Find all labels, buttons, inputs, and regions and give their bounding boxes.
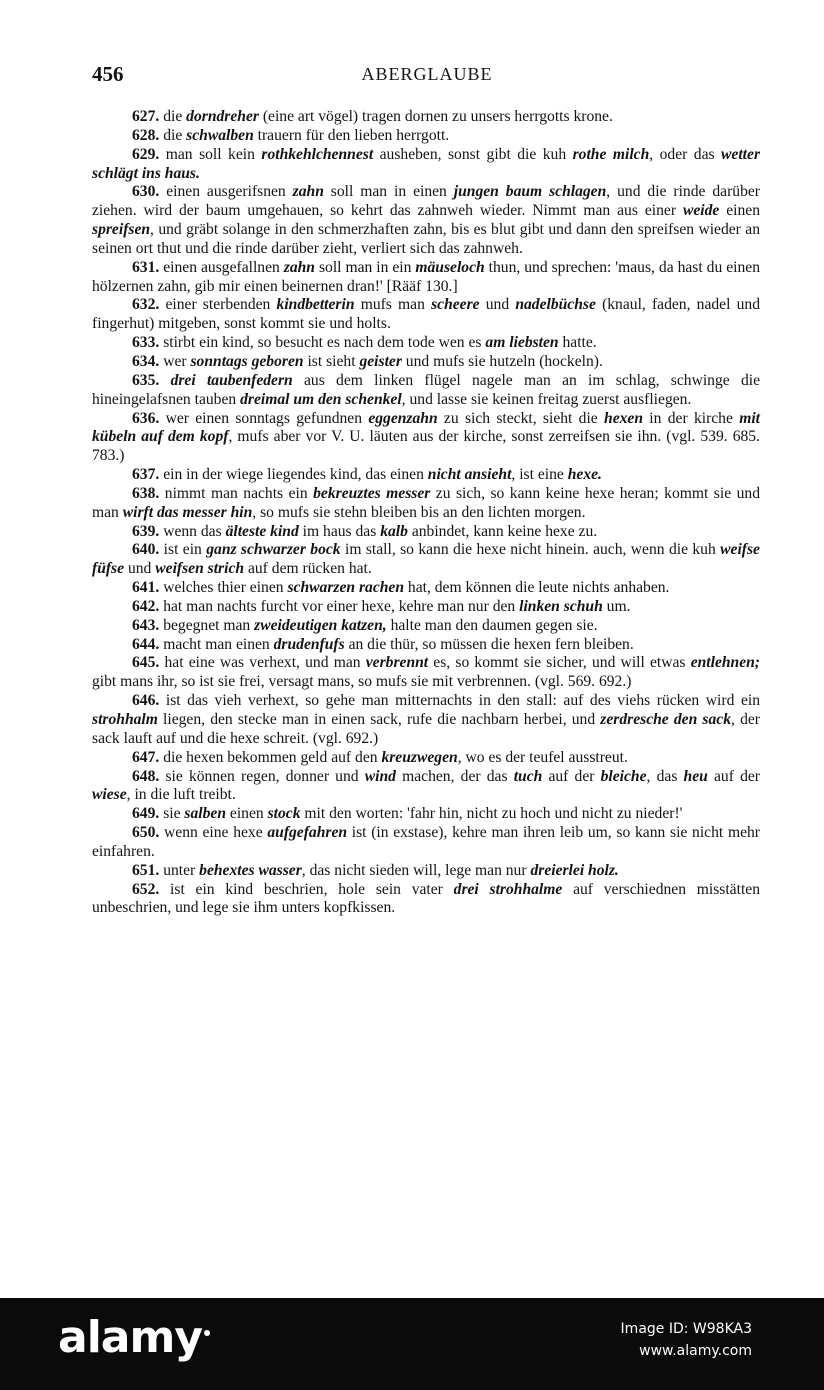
entry-text: auf verschiednen misstätten unbeschrien, und lege sie ihm unters kopfkissen. (92, 880, 760, 917)
emphasized-term: stock (267, 805, 301, 823)
entry-number: 633. (132, 334, 160, 352)
entry-number: 644. (132, 635, 160, 653)
entry-text: mit den worten: 'fahr hin, nicht zu hoch und nicht zu nieder!' (300, 805, 683, 823)
emphasized-term: schwarzen rachen (287, 579, 405, 597)
emphasized-term: strohhalm (92, 711, 158, 728)
entry-text: , und lasse sie keinen freitag zuerst ausfliegen. (401, 390, 692, 408)
entry-number: 643. (132, 616, 160, 634)
entry (92, 862, 760, 881)
emphasized-term: hexe. (567, 466, 602, 484)
entry-number: 645. (132, 654, 160, 672)
entry-number: 628. (132, 126, 160, 144)
entry-text: um. (602, 597, 631, 615)
entry-text: halte man den daumen gegen sie. (386, 616, 598, 634)
entry-number: 635. (132, 371, 160, 389)
emphasized-term: wiese (92, 786, 127, 804)
entry-number: 647. (132, 748, 160, 766)
entry-number: 640. (132, 541, 160, 559)
emphasized-term: kalb (380, 522, 408, 540)
emphasized-term: dreimal um den schenkel (240, 390, 402, 408)
entry-text: zu sich steckt, sieht die (437, 409, 605, 427)
brand-dot-icon (204, 1330, 210, 1336)
entry (92, 541, 760, 579)
entry-number: 639. (132, 522, 160, 540)
entry (92, 692, 760, 749)
entry-text: wenn eine hexe (159, 824, 268, 842)
image-id: Image ID: W98KA3 (620, 1321, 752, 1337)
entries-text (92, 108, 760, 918)
emphasized-term: weifse füfse (92, 541, 760, 578)
emphasized-term: dreierlei holz. (530, 861, 619, 879)
entry-number: 629. (132, 145, 160, 163)
emphasized-term: zahn (283, 258, 315, 276)
entry-text: man soll kein (159, 145, 262, 163)
emphasized-term: nicht ansieht (427, 466, 512, 484)
entry-text: stirbt ein kind, so besucht es nach dem tode wen es (159, 334, 486, 352)
entry-text: machen, der das (395, 767, 514, 785)
entry-number: 652. (132, 880, 160, 898)
entry-text: hatte. (558, 334, 597, 352)
entry-text: hat, dem können die leute nichts anhaben. (404, 579, 670, 597)
entry-text: auf dem rücken hat. (244, 560, 372, 578)
entry (92, 127, 760, 146)
entry-text: zu sich, so kann keine hexe heran; kommt sie und man (92, 484, 760, 521)
entry-text: , oder das (649, 145, 722, 163)
emphasized-term: salben (184, 805, 227, 823)
entry-text: es, so kommt sie sicher, und will etwas (428, 654, 691, 672)
emphasized-term: verbrennt (365, 654, 429, 672)
emphasized-term: tuch (513, 767, 543, 785)
entry-number: 641. (132, 579, 160, 597)
emphasized-term: eggenzahn (368, 409, 438, 427)
entry (92, 466, 760, 485)
entry (92, 636, 760, 655)
entry (92, 296, 760, 334)
emphasized-term: rothkehlchennest (261, 145, 374, 163)
entry (92, 259, 760, 297)
entry-text: liegen, den stecke man in einen sack, rufe die nachbarn herbei, und (157, 711, 601, 728)
entry-text: , das (646, 767, 684, 785)
entry-text: einen ausgerifsnen (159, 183, 293, 201)
entry-text: aus dem linken flügel nagele man an im schlag, schwinge die hineingelafsnen tauben (92, 371, 760, 408)
entry-text: in der kirche (643, 409, 740, 427)
entry-text: hat eine was verhext, und man (159, 654, 366, 672)
brand-logo (58, 1312, 210, 1363)
entry-text: auf der (707, 767, 760, 785)
entry-number: 631. (132, 258, 160, 276)
entry (92, 183, 760, 258)
entry-text: , und die rinde darüber ziehen. wird der baum umgehauen, so kehrt das zahnweh wieder. Nimmt man aus einer (92, 183, 760, 220)
entry-number: 634. (132, 352, 160, 370)
entry-number: 642. (132, 597, 160, 615)
entry-text: an die thür, so müssen die hexen fern bleiben. (344, 635, 634, 653)
entry-text: , wo es der teufel ausstreut. (457, 748, 628, 766)
entry-text: trauern für den lieben herrgott. (253, 126, 450, 144)
emphasized-term: rothe milch (572, 145, 650, 163)
entry (92, 334, 760, 353)
entry-number: 648. (132, 767, 160, 785)
emphasized-term: behextes wasser (199, 861, 302, 879)
entry-number: 627. (132, 108, 160, 125)
entry-number: 649. (132, 805, 160, 823)
watermark-footer (0, 1298, 824, 1390)
entry (92, 410, 760, 467)
emphasized-term: drudenfufs (273, 635, 345, 653)
entry-text: die (159, 108, 187, 125)
entry (92, 768, 760, 806)
entry-text: nimmt man nachts ein (159, 484, 314, 502)
running-head: ABERGLAUBE (361, 64, 493, 84)
entry-text: im haus das (298, 522, 381, 540)
emphasized-term: heu (683, 767, 708, 785)
entry-text: und mufs sie hutzeln (hockeln). (401, 352, 603, 370)
entry-text: hat man nachts furcht vor einer hexe, kehre man nur den (159, 597, 520, 615)
emphasized-term: am liebsten (485, 334, 559, 352)
emphasized-term: drei taubenfedern (170, 371, 293, 389)
entry-text: , so mufs sie stehn bleiben bis an den lichten morgen. (252, 503, 586, 521)
image-id-block (621, 1318, 752, 1362)
emphasized-term: linken schuh (519, 597, 603, 615)
entry-number: 638. (132, 484, 160, 502)
emphasized-term: hexen (604, 409, 644, 427)
entry-text: unter (159, 861, 200, 879)
entry-text: wenn das (159, 522, 226, 540)
entry-text: die hexen bekommen geld auf den (159, 748, 382, 766)
entry-text: wer einen sonntags gefundnen (159, 409, 369, 427)
brand-name: alamy (58, 1312, 202, 1363)
emphasized-term: zweideutigen katzen, (254, 616, 387, 634)
entry-text: sie (159, 805, 185, 823)
entry-text: , der sack lauft auf und die hexe schreit. (vgl. 692.) (92, 711, 760, 747)
entry-text: ausheben, sonst gibt die kuh (373, 145, 573, 163)
entry-text: ist das vieh verhext, so gehe man mitternachts in den stall: auf des viehs rücken wird ein (159, 692, 760, 710)
emphasized-term: entlehnen; (690, 654, 760, 672)
entry-text: ist (in exstase), kehre man ihren leib um, so kann sie nicht mehr einfahren. (92, 824, 760, 860)
emphasized-term: aufgefahren (267, 824, 348, 842)
entry-text: einen (226, 805, 268, 823)
entry (92, 749, 760, 768)
entry-text: einen ausgefallnen (159, 258, 284, 276)
emphasized-term: kindbetterin (276, 296, 355, 314)
emphasized-term: nadelbüchse (515, 296, 596, 314)
entry-text: und (124, 560, 156, 578)
site-url: www.alamy.com (639, 1343, 752, 1359)
entry-text: , und gräbt solange in den schmerzhaften zahn, bis es blut gibt und dann den spreifsen wieder an seinen ort thut und die rinde darüber zieht, verliert sich das zahnweh. (92, 221, 760, 257)
emphasized-term: wind (364, 767, 396, 785)
emphasized-term: weide (682, 202, 720, 220)
emphasized-term: älteste kind (225, 522, 299, 540)
entry-text: (eine art vögel) tragen dornen zu unsers herrgotts krone. (258, 108, 613, 125)
entry-text: sie können regen, donner und (159, 767, 365, 785)
emphasized-term: wirft das messer hin (122, 503, 253, 521)
entry-text (159, 372, 170, 389)
emphasized-term: schwalben (186, 126, 254, 144)
emphasized-term: mäuseloch (415, 258, 485, 276)
emphasized-term: drei strohhalme (453, 880, 563, 898)
entry-text: thun, und sprechen: 'maus, da hast du einen hölzernen zahn, gib mir einen beinernen dran!' [Rääf 130.] (92, 258, 760, 295)
entry-text: die (159, 126, 187, 144)
entry-number: 637. (132, 466, 160, 484)
entry (92, 485, 760, 523)
entry-number: 646. (132, 692, 160, 710)
entry-text: welches thier einen (159, 579, 288, 597)
entry-text: ist ein (159, 541, 207, 559)
entry-number: 651. (132, 861, 160, 879)
entry-text: wer (159, 352, 191, 370)
emphasized-term: bleiche (600, 767, 647, 785)
emphasized-term: zerdresche den sack (600, 711, 732, 728)
entry-text: einen (719, 202, 761, 220)
entry (92, 805, 760, 824)
entry-text: soll man in einen (323, 183, 454, 201)
emphasized-term: bekreuztes messer (313, 484, 431, 502)
emphasized-term: scheere (431, 296, 480, 314)
entry-text: macht man einen (159, 635, 274, 653)
emphasized-term: mit kübeln auf dem kopf (92, 409, 760, 446)
entry (92, 353, 760, 372)
entry-text: (knaul, faden, nadel und fingerhut) mitgeben, sonst kommt sie und holts. (92, 296, 761, 333)
entry-text: , das nicht sieden will, lege man nur (301, 861, 531, 879)
emphasized-term: kreuzwegen (381, 748, 458, 766)
entry-text: ein in der wiege liegendes kind, das einen (159, 466, 428, 484)
entry-text: , ist eine (511, 466, 568, 484)
entry (92, 881, 760, 919)
entry (92, 523, 760, 542)
emphasized-term: sonntags geboren (190, 352, 304, 370)
entry-number: 630. (132, 183, 160, 201)
entry (92, 617, 760, 636)
entry-number: 650. (132, 824, 160, 842)
entry-number: 636. (132, 409, 160, 427)
entry (92, 372, 760, 410)
entry (92, 579, 760, 598)
emphasized-term: weifsen strich (155, 560, 245, 578)
entry-text: auf der (542, 767, 601, 785)
entry-number: 632. (132, 296, 160, 314)
entry-text: ist ein kind beschrien, hole sein vater (159, 880, 454, 898)
entry (92, 146, 760, 184)
entry-text: im stall, so kann die hexe nicht hinein. auch, wenn die kuh (340, 541, 721, 559)
entry-text: und (479, 296, 516, 314)
entry-text: gibt mans ihr, so ist sie frei, versagt mans, so mufs sie mit verbrennen. (vgl. 569. 692.) (92, 673, 632, 691)
emphasized-term: spreifsen (92, 221, 151, 239)
entry (92, 598, 760, 617)
emphasized-term: ganz schwarzer bock (206, 541, 341, 559)
page-header (92, 62, 762, 92)
entry (92, 108, 760, 127)
emphasized-term: zahn (292, 183, 324, 201)
emphasized-term: geister (359, 352, 402, 370)
entry-text: soll man in ein (314, 258, 416, 276)
emphasized-term: jungen baum schlagen (453, 183, 607, 201)
page-number: 456 (92, 62, 124, 86)
entry (92, 824, 760, 862)
entry (92, 654, 760, 692)
entry-text: einer sterbenden (159, 296, 277, 314)
entry-text: anbindet, kann keine hexe zu. (407, 522, 598, 540)
entry-text: , mufs aber vor V. U. läuten aus der kirche, sonst zerreifsen sie ihn. (vgl. 539. 685. 783.) (92, 428, 760, 465)
emphasized-term: wetter schlägt ins haus. (92, 145, 761, 182)
entry-text: ist sieht (303, 352, 360, 370)
entry-text: mufs man (354, 296, 432, 314)
entry-text: , in die luft treibt. (126, 786, 236, 804)
entry-text: begegnet man (159, 616, 255, 634)
emphasized-term: dorndreher (186, 108, 259, 125)
